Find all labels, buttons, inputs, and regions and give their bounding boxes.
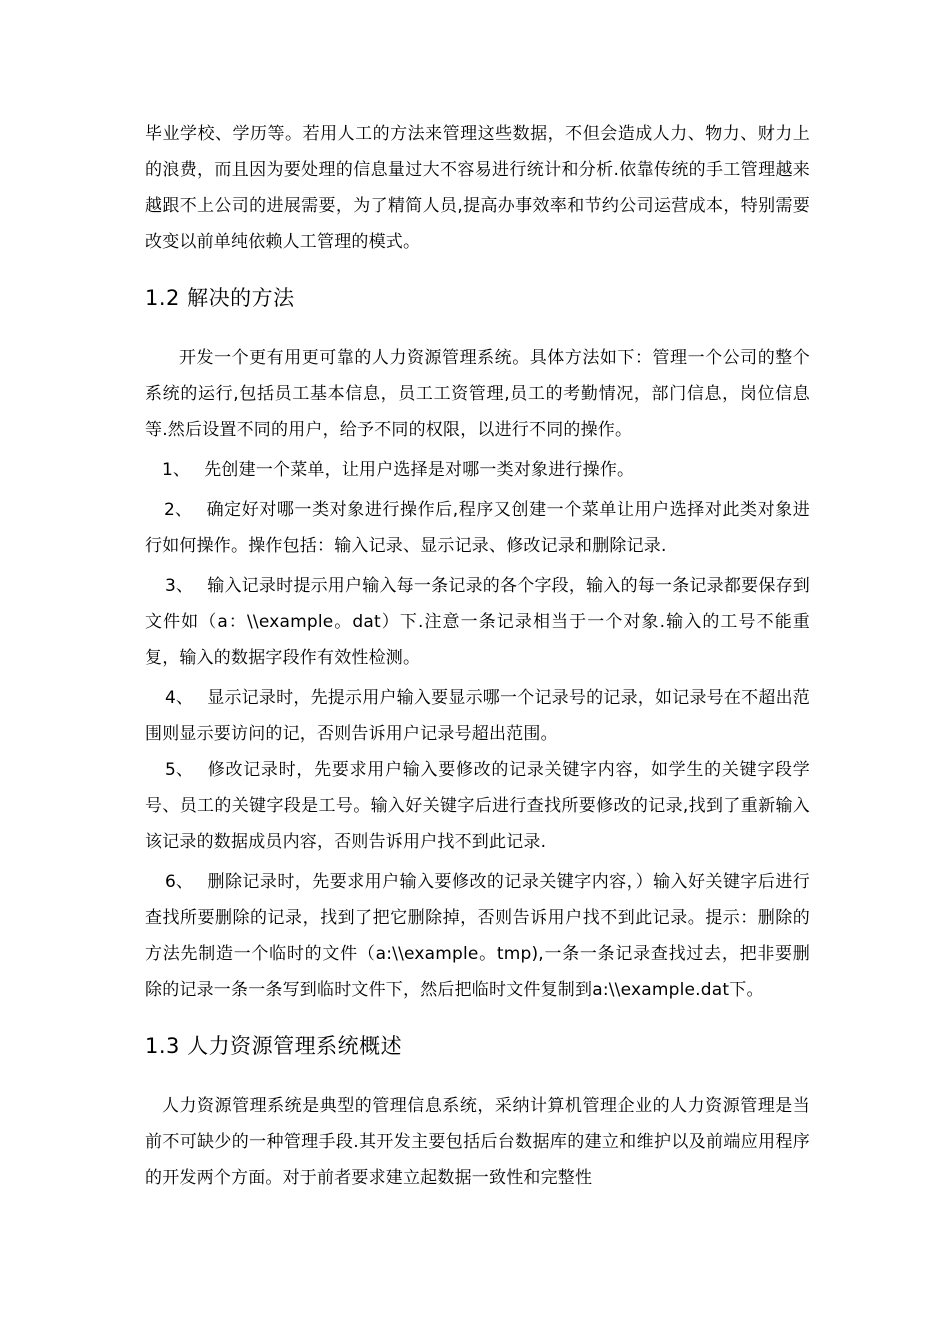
list-item-number: 4、 [165,688,194,708]
section-heading-1-3: 1.3 人力资源管理系统概述 [145,1034,403,1058]
list-item-number: 3、 [165,576,194,596]
list-item-text: 删除记录时，先要求用户输入要修改的记录关键字内容，）输入好关键字后进行查找所要删除的记录，找到了把它删除掉，否则告诉用户找不到此记录。提示：删除的方法先制造一个临时的文件（a:\\example。tmp),一条一条记录查找过去，把非要删除的记录一条一条写到临时文件下，然后把临时文件复制到a:\\example.dat下。 [145,872,810,1000]
list-item [145,492,810,564]
section-heading-1-2: 1.2 解决的方法 [145,286,295,310]
document-body [145,116,810,1196]
list-item [145,568,810,676]
list-item-number: 6、 [165,872,194,892]
list-item [145,752,810,860]
list-item-text: 显示记录时，先提示用户输入要显示哪一个记录号的记录，如记录号在不超出范围则显示要访问的记，否则告诉用户记录号超出范围。 [145,688,810,744]
list-item [145,680,810,752]
list-item [145,864,810,1008]
section-1-3-body: 人力资源管理系统是典型的管理信息系统，采纳计算机管理企业的人力资源管理是当前不可缺少的一种管理手段.其开发主要包括后台数据库的建立和维护以及前端应用程序的开发两个方面。对于前者要求建立起数据一致性和完整性 [145,1096,810,1188]
list-item-number: 1、 [162,460,191,480]
list-item-number: 5、 [165,760,194,780]
intro-paragraph: 毕业学校、学历等。若用人工的方法来管理这些数据，不但会造成人力、物力、财力上的浪费，而且因为要处理的信息量过大不容易进行统计和分析.依靠传统的手工管理越来越跟不上公司的进展需要，为了精简人员,提高办事效率和节约公司运营成本，特别需要改变以前单纯依赖人工管理的模式。 [145,124,810,252]
section-1-2-body: 开发一个更有用更可靠的人力资源管理系统。具体方法如下：管理一个公司的整个系统的运行,包括员工基本信息，员工工资管理,员工的考勤情况，部门信息，岗位信息等.然后设置不同的用户，给予不同的权限，以进行不同的操作。 [145,348,810,440]
list-item-text: 输入记录时提示用户输入每一条记录的各个字段，输入的每一条记录都要保存到文件如（a：\\example。dat）下.注意一条记录相当于一个对象.输入的工号不能重复，输入的数据字段作有效性检测。 [145,576,810,668]
list-item-text: 先创建一个菜单，让用户选择是对哪一类对象进行操作。 [204,460,635,480]
list-item-text: 修改记录时，先要求用户输入要修改的记录关键字内容，如学生的关键字段学号、员工的关键字段是工号。输入好关键字后进行查找所要修改的记录,找到了重新输入该记录的数据成员内容，否则告诉用户找不到此记录. [145,760,810,852]
list-item [145,452,810,488]
list-item-text: 确定好对哪一类对象进行操作后,程序又创建一个菜单让用户选择对此类对象进行如何操作。操作包括：输入记录、显示记录、修改记录和删除记录. [145,500,810,556]
list-item-number: 2、 [164,500,193,520]
